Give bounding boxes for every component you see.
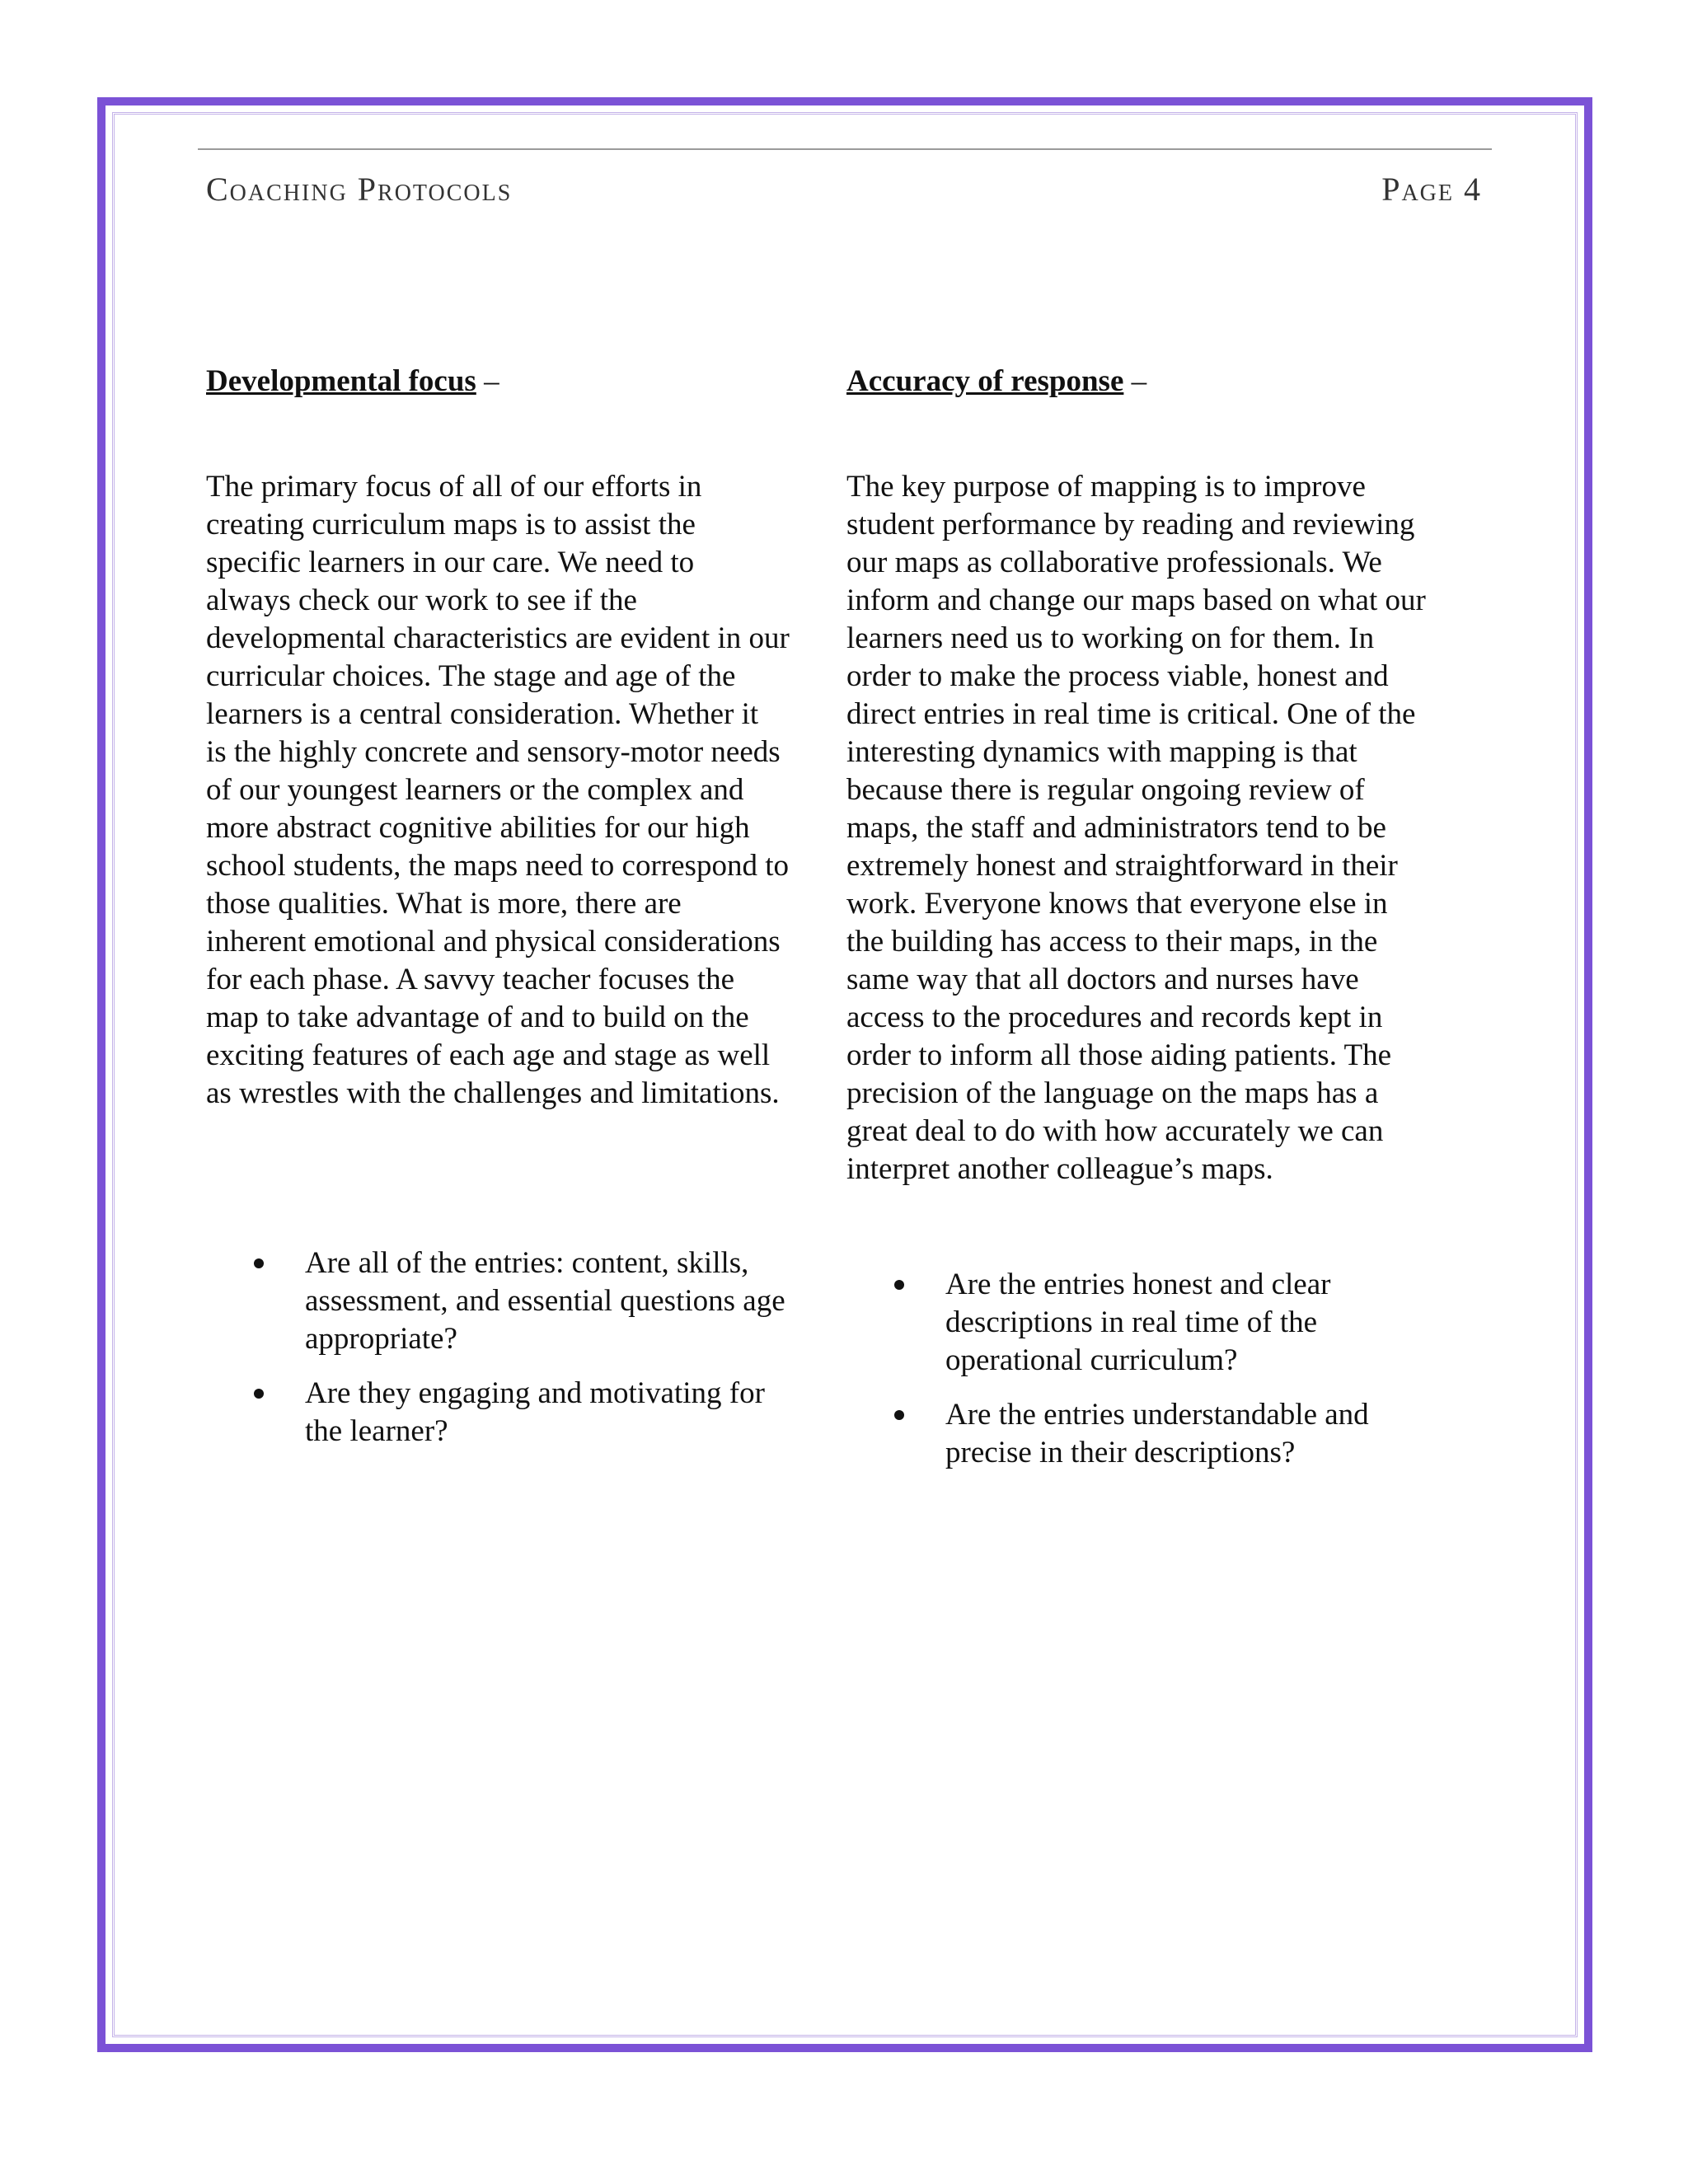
- body-line: the building has access to their maps, in the: [846, 925, 1378, 958]
- left-bullet-list: [206, 1244, 845, 1467]
- bullet-dot-icon: [254, 1258, 264, 1268]
- body-line: The primary focus of all of our efforts in: [206, 470, 702, 504]
- left-heading: [206, 363, 845, 401]
- bullet-item: [206, 1375, 845, 1451]
- body-line: specific learners in our care. We need to: [206, 546, 695, 579]
- bullet-dot-icon: [894, 1410, 904, 1420]
- body-line: of our youngest learners or the complex and: [206, 773, 744, 807]
- body-line: developmental characteristics are evident in our: [206, 621, 790, 655]
- bullet-line: Are the entries honest and clear: [945, 1268, 1331, 1301]
- body-line: learners is a central consideration. Whether it: [206, 697, 759, 731]
- body-line: interpret another colleague’s maps.: [846, 1152, 1273, 1186]
- body-line: access to the procedures and records kept in: [846, 1001, 1383, 1034]
- body-line: great deal to do with how accurately we can: [846, 1114, 1384, 1148]
- body-line: order to inform all those aiding patients. The: [846, 1038, 1392, 1072]
- bullet-line: assessment, and essential questions age: [305, 1284, 785, 1318]
- bullet-dot-icon: [254, 1389, 264, 1399]
- right-heading-title: Accuracy of response: [846, 364, 1124, 398]
- body-line: inform and change our maps based on what our: [846, 583, 1426, 617]
- left-column: [206, 363, 845, 1113]
- body-line: curricular choices. The stage and age of the: [206, 659, 736, 693]
- bullet-line: the learner?: [305, 1414, 448, 1448]
- bullet-item: [846, 1396, 1493, 1472]
- bullet-line: Are all of the entries: content, skills,: [305, 1246, 749, 1280]
- body-line: student performance by reading and reviewing: [846, 508, 1415, 541]
- body-line: for each phase. A savvy teacher focuses the: [206, 963, 735, 996]
- body-line: those qualities. What is more, there are: [206, 887, 682, 921]
- bullet-line: Are the entries understandable and: [945, 1398, 1369, 1432]
- body-line: because there is regular ongoing review of: [846, 773, 1365, 807]
- body-line: order to make the process viable, honest and: [846, 659, 1389, 693]
- body-line: creating curriculum maps is to assist the: [206, 508, 696, 541]
- right-bullet-list: [846, 1266, 1493, 1488]
- page-number: Page 4: [1381, 171, 1482, 208]
- right-body: [846, 468, 1493, 1188]
- body-line: interesting dynamics with mapping is that: [846, 735, 1357, 769]
- right-column: [846, 363, 1493, 1188]
- right-heading-dash: –: [1123, 364, 1147, 398]
- right-heading: [846, 363, 1493, 401]
- body-line: exciting features of each age and stage as well: [206, 1038, 771, 1072]
- body-line: direct entries in real time is critical. One of the: [846, 697, 1416, 731]
- bullet-line: precise in their descriptions?: [945, 1436, 1296, 1469]
- body-line: same way that all doctors and nurses have: [846, 963, 1359, 996]
- body-line: always check our work to see if the: [206, 583, 637, 617]
- bullet-item: [846, 1266, 1493, 1380]
- body-line: as wrestles with the challenges and limitations.: [206, 1076, 780, 1110]
- bullet-line: operational curriculum?: [945, 1343, 1238, 1377]
- left-heading-dash: –: [476, 364, 499, 398]
- body-line: precision of the language on the maps has a: [846, 1076, 1379, 1110]
- body-line: The key purpose of mapping is to improve: [846, 470, 1366, 504]
- body-line: more abstract cognitive abilities for our high: [206, 811, 750, 845]
- body-line: is the highly concrete and sensory-motor needs: [206, 735, 781, 769]
- body-line: inherent emotional and physical considerations: [206, 925, 781, 958]
- body-line: learners need us to working on for them. In: [846, 621, 1375, 655]
- left-heading-title: Developmental focus: [206, 364, 476, 398]
- body-line: map to take advantage of and to build on the: [206, 1001, 749, 1034]
- bullet-line: descriptions in real time of the: [945, 1305, 1318, 1339]
- left-body: [206, 468, 845, 1113]
- body-line: maps, the staff and administrators tend to be: [846, 811, 1386, 845]
- body-line: our maps as collaborative professionals. We: [846, 546, 1382, 579]
- body-line: extremely honest and straightforward in their: [846, 849, 1398, 883]
- header-rule: [198, 148, 1492, 150]
- body-line: school students, the maps need to correspond to: [206, 849, 789, 883]
- body-line: work. Everyone knows that everyone else in: [846, 887, 1388, 921]
- header-title: Coaching Protocols: [206, 171, 513, 208]
- bullet-line: appropriate?: [305, 1322, 457, 1356]
- bullet-dot-icon: [894, 1280, 904, 1290]
- bullet-item: [206, 1244, 845, 1358]
- bullet-line: Are they engaging and motivating for: [305, 1376, 765, 1410]
